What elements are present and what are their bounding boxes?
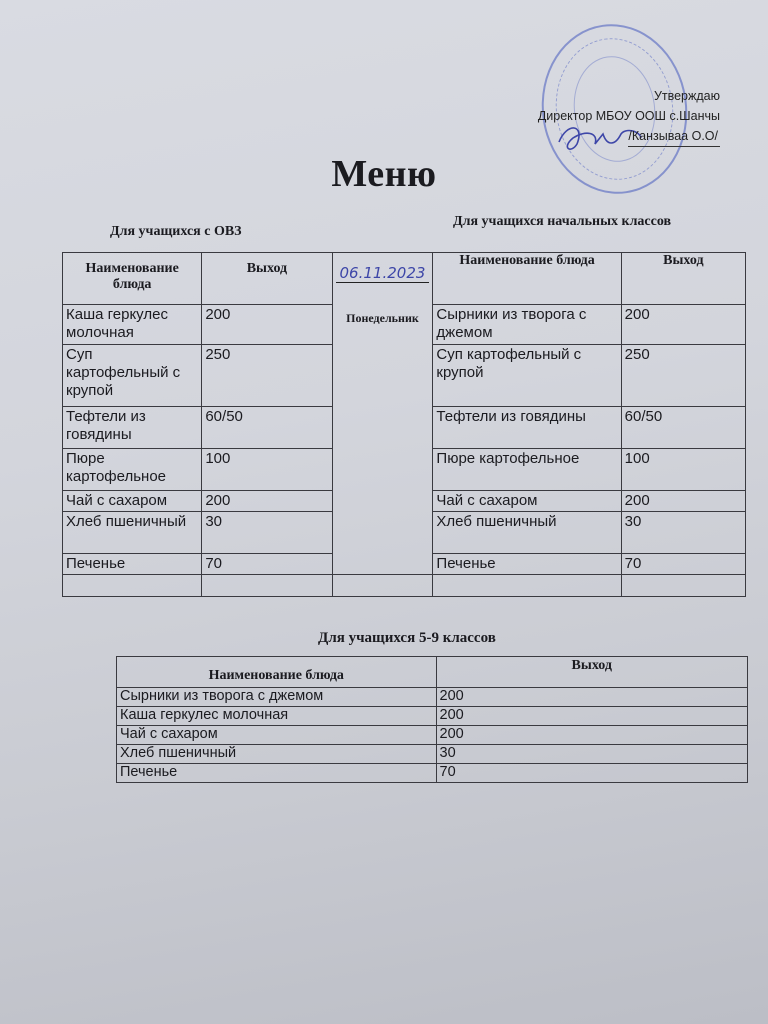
left-row-name: Каша геркулес молочная <box>63 305 202 345</box>
senior-col-name-header: Наименование блюда <box>117 657 437 688</box>
right-row-out: 70 <box>621 554 745 575</box>
senior-row-name: Хлеб пшеничный <box>117 745 437 764</box>
left-row-out: 250 <box>202 345 332 407</box>
left-row-out: 30 <box>202 512 332 554</box>
senior-row-name: Чай с сахаром <box>117 726 437 745</box>
right-row-name: Сырники из творога с джемом <box>433 305 621 345</box>
director-name: /Канзываа О.О/ <box>628 126 720 147</box>
left-col-out-header: Выход <box>202 253 332 305</box>
senior-menu-table <box>116 656 748 783</box>
day-name: Понедельник <box>346 311 419 325</box>
empty-cell <box>433 575 621 597</box>
senior-row-name: Печенье <box>117 764 437 783</box>
right-row-name: Пюре картофельное <box>433 449 621 491</box>
right-row-name: Хлеб пшеничный <box>433 512 621 554</box>
right-row-out: 200 <box>621 305 745 345</box>
senior-row-out: 200 <box>436 707 747 726</box>
left-row-name: Печенье <box>63 554 202 575</box>
right-row-name: Суп картофельный с крупой <box>433 345 621 407</box>
left-row-name: Суп картофельный с крупой <box>63 345 202 407</box>
right-row-out: 250 <box>621 345 745 407</box>
right-col-out-header: Выход <box>621 253 745 305</box>
right-col-name-header: Наименование блюда <box>433 253 621 305</box>
senior-row-out: 200 <box>436 688 747 707</box>
right-row-name: Чай с сахаром <box>433 491 621 512</box>
approve-label: Утверждаю <box>653 89 720 103</box>
senior-row-name: Сырники из творога с джемом <box>117 688 437 707</box>
senior-row-out: 70 <box>436 764 747 783</box>
right-row-out: 200 <box>621 491 745 512</box>
left-row-name: Пюре картофельное <box>63 449 202 491</box>
senior-row-name: Каша геркулес молочная <box>117 707 437 726</box>
left-heading: Для учащихся с ОВЗ <box>110 224 242 239</box>
left-row-out: 100 <box>202 449 332 491</box>
left-row-out: 200 <box>202 491 332 512</box>
empty-cell <box>202 575 332 597</box>
right-row-out: 100 <box>621 449 745 491</box>
empty-cell <box>332 575 433 597</box>
right-row-out: 30 <box>621 512 745 554</box>
left-row-out: 200 <box>202 305 332 345</box>
right-heading: Для учащихся начальных классов <box>453 214 672 229</box>
empty-cell <box>63 575 202 597</box>
senior-row-out: 30 <box>436 745 747 764</box>
left-row-name: Тефтели из говядины <box>63 407 202 449</box>
page-title: Меню <box>331 153 437 195</box>
approval-block <box>480 86 720 147</box>
right-row-name: Печенье <box>433 554 621 575</box>
primary-menu-table <box>62 252 746 597</box>
senior-col-out-header: Выход <box>436 657 747 688</box>
menu-date: 06.11.2023 <box>336 264 430 283</box>
right-row-name: Тефтели из говядины <box>433 407 621 449</box>
day-cell <box>332 253 433 575</box>
left-row-out: 60/50 <box>202 407 332 449</box>
senior-row-out: 200 <box>436 726 747 745</box>
left-col-name-header: Наименование блюда <box>63 253 202 305</box>
director-position: Директор МБОУ ООШ с.Шанчы <box>537 109 720 123</box>
left-row-name: Хлеб пшеничный <box>63 512 202 554</box>
empty-cell <box>621 575 745 597</box>
left-row-name: Чай с сахаром <box>63 491 202 512</box>
senior-heading: Для учащихся 5-9 классов <box>318 630 496 646</box>
right-row-out: 60/50 <box>621 407 745 449</box>
left-row-out: 70 <box>202 554 332 575</box>
